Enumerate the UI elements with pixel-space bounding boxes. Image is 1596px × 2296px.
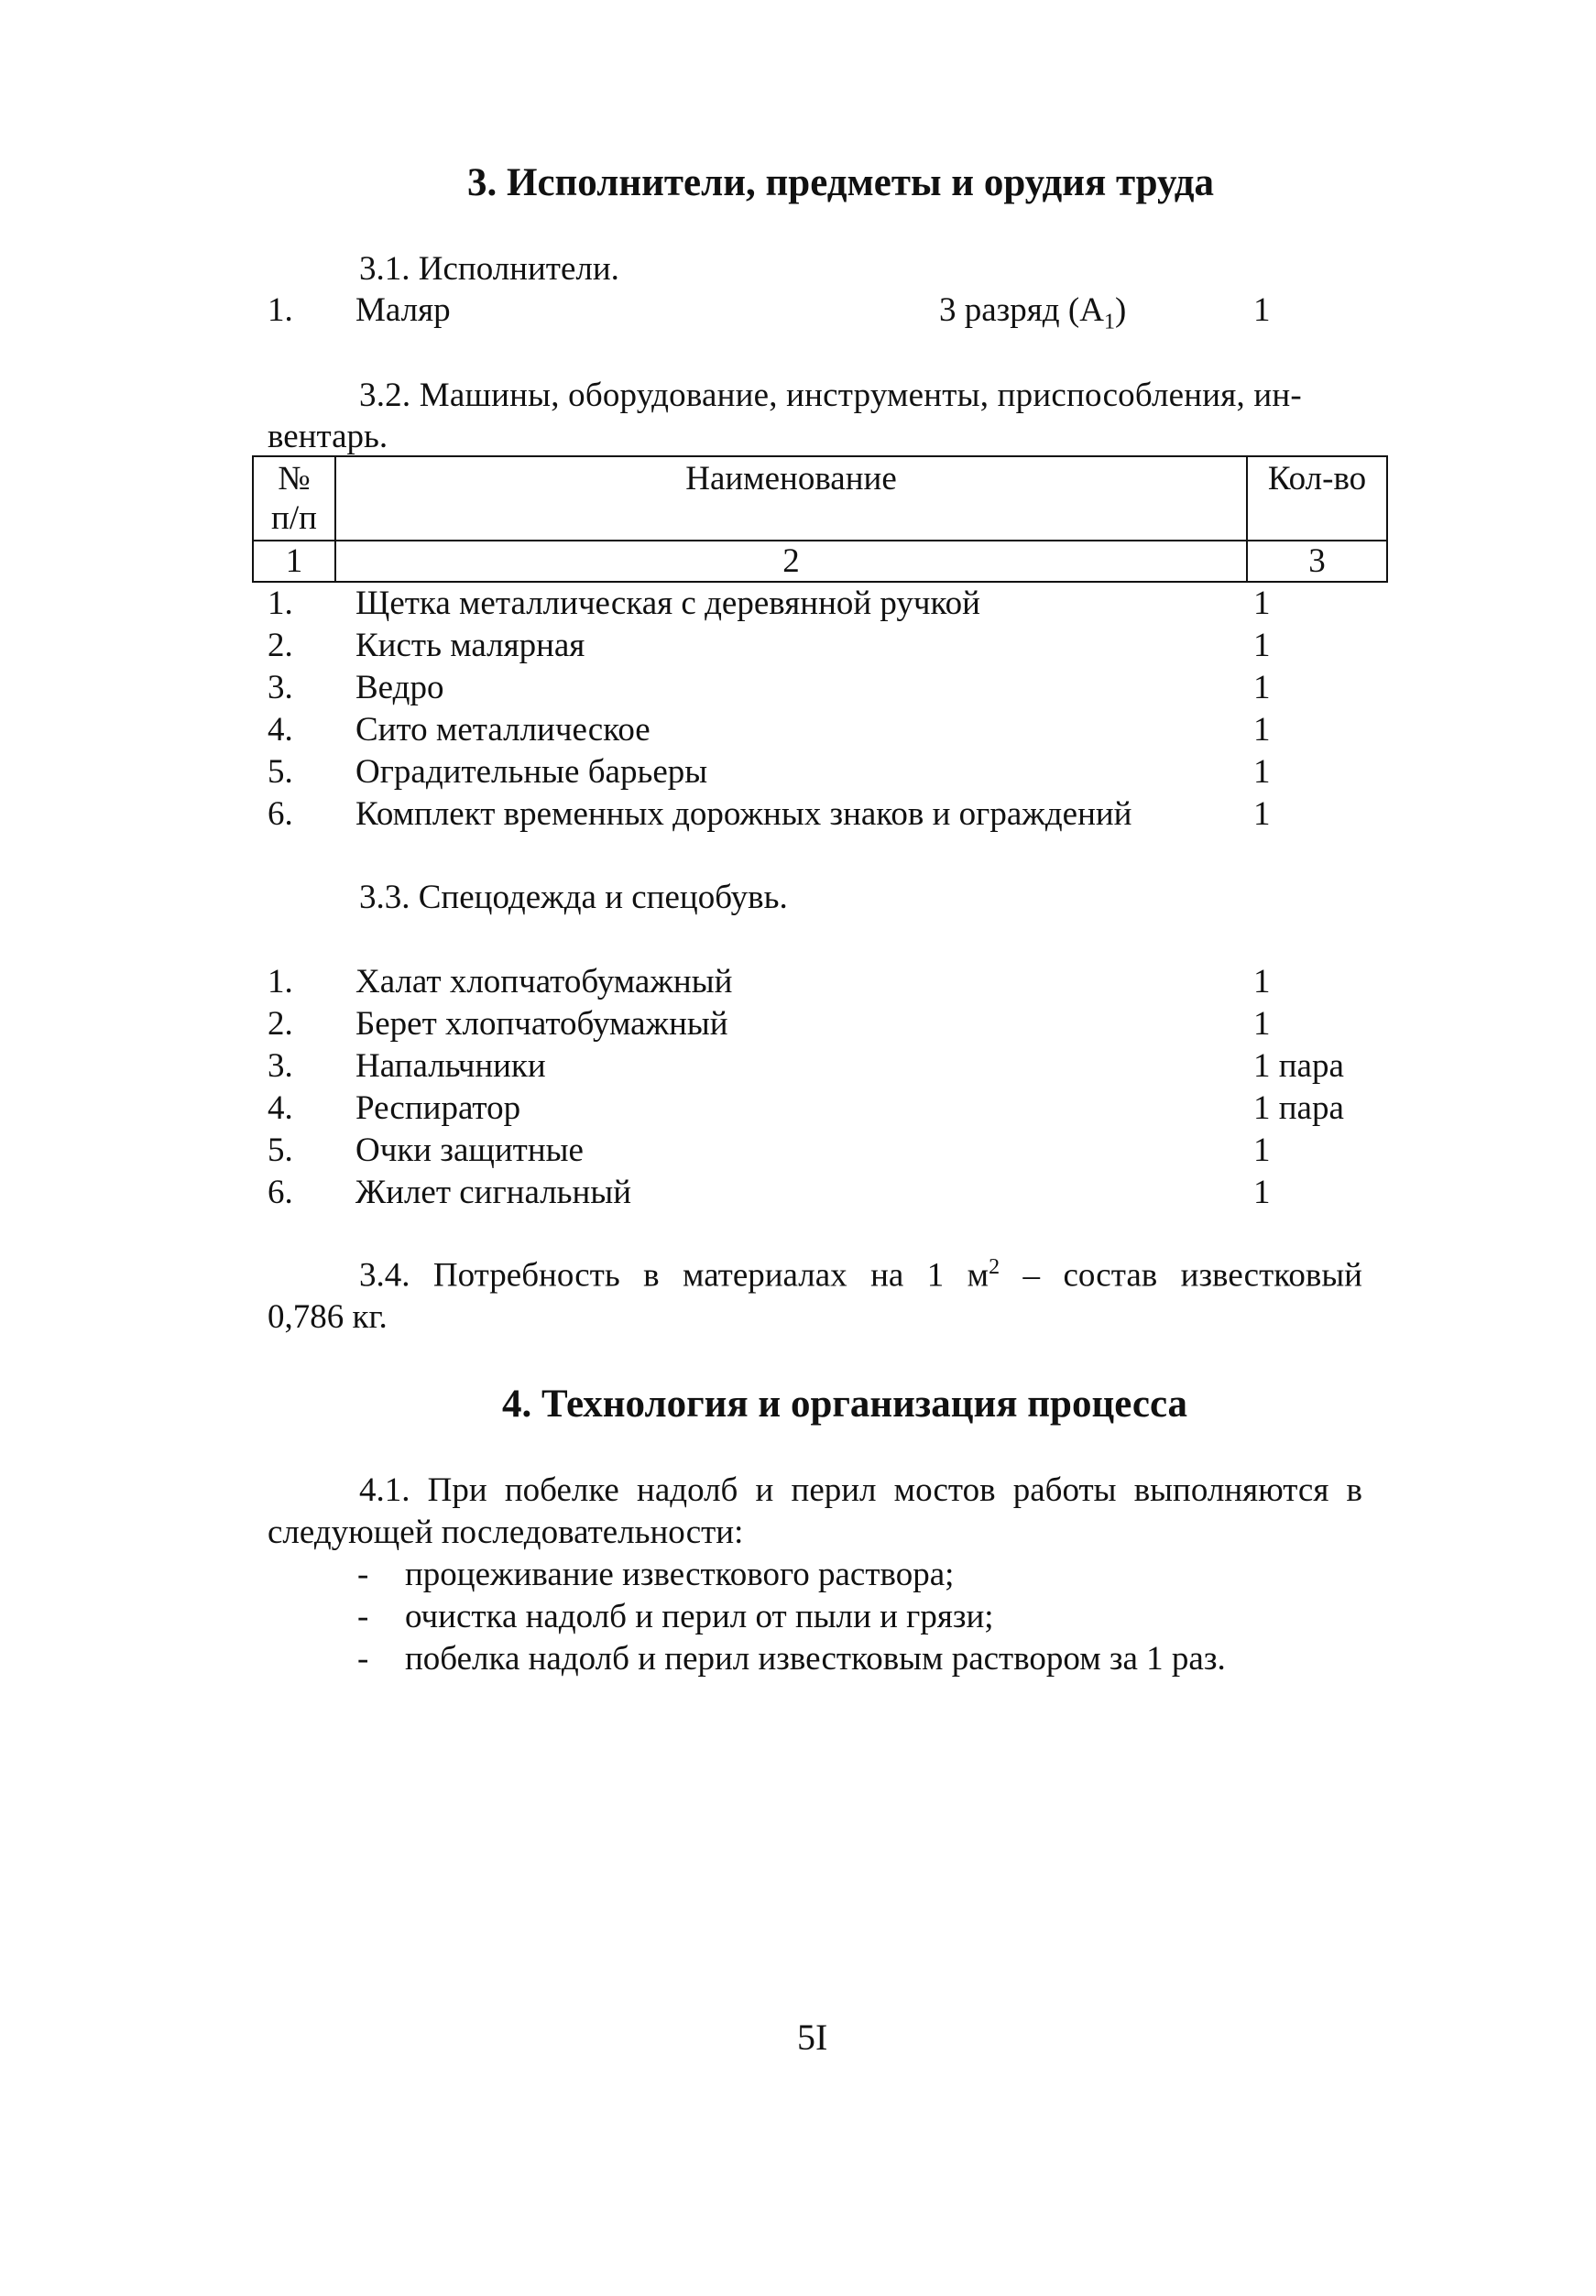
header-num-line2: п/п xyxy=(271,499,317,537)
item-qty: 1 пара xyxy=(1253,1047,1344,1085)
item-num: 4. xyxy=(268,1089,293,1127)
worker-name: Маляр xyxy=(355,291,451,329)
bullet-mark: - xyxy=(357,1556,369,1593)
item-qty: 1 xyxy=(1253,795,1271,833)
item-name: Берет хлопчатобумажный xyxy=(355,1005,728,1043)
worker-grade-close: ) xyxy=(1114,291,1127,329)
item-name: Комплект временных дорожных знаков и ограждений xyxy=(355,795,1132,833)
bullet-text: процеживание известкового раствора; xyxy=(405,1556,955,1593)
s34-text-b: – состав известковый xyxy=(1000,1256,1362,1295)
bullet-mark: - xyxy=(357,1598,369,1635)
item-num: 2. xyxy=(268,1005,293,1043)
item-qty: 1 xyxy=(1253,669,1271,706)
section4-title: 4. Технология и организация процесса xyxy=(502,1383,1188,1426)
item-num: 2. xyxy=(268,627,293,664)
s34-line1 xyxy=(359,1255,1362,1295)
item-num: 1. xyxy=(268,963,293,1000)
s31-heading: 3.1. Исполнители. xyxy=(359,250,619,288)
worker-grade xyxy=(939,290,1126,334)
item-name: Халат хлопчатобумажный xyxy=(355,963,733,1000)
item-qty: 1 пара xyxy=(1253,1089,1344,1127)
s32-heading-line2: вентарь. xyxy=(268,418,388,455)
equipment-table-header xyxy=(252,455,1388,583)
item-num: 5. xyxy=(268,1132,293,1169)
worker-qty: 1 xyxy=(1253,291,1271,329)
header-name-cell: Наименование xyxy=(335,456,1247,541)
p41-line2: следующей последовательности: xyxy=(268,1514,744,1551)
item-name: Щетка металлическая с деревянной ручкой xyxy=(355,585,980,622)
item-name: Кисть малярная xyxy=(355,627,585,664)
item-num: 3. xyxy=(268,669,293,706)
header-num-cell xyxy=(253,456,335,541)
bullet-mark: - xyxy=(357,1640,369,1678)
bullet-text: очистка надолб и перил от пыли и грязи; xyxy=(405,1598,994,1635)
bullet-text: побелка надолб и перил известковым раствором за 1 раз. xyxy=(405,1640,1226,1678)
s34-text-a: 3.4. Потребность в материалах на 1 м xyxy=(359,1256,989,1295)
s33-heading: 3.3. Спецодежда и спецобувь. xyxy=(359,879,788,916)
s34-line2: 0,786 кг. xyxy=(268,1298,388,1336)
s32-heading-line1: 3.2. Машины, оборудование, инструменты, приспособления, ин- xyxy=(359,377,1302,414)
item-qty: 1 xyxy=(1253,753,1271,791)
item-num: 4. xyxy=(268,711,293,749)
item-qty: 1 xyxy=(1253,963,1271,1000)
item-name: Очки защитные xyxy=(355,1132,584,1169)
worker-num: 1. xyxy=(268,291,293,329)
s34-superscript: 2 xyxy=(989,1255,1000,1279)
table-colnum-row xyxy=(253,541,1387,582)
p41-line1: 4.1. При побелке надолб и перил мостов работы выполняются в xyxy=(359,1471,1362,1509)
item-name: Оградительные барьеры xyxy=(355,753,708,791)
item-name: Ведро xyxy=(355,669,444,706)
item-num: 3. xyxy=(268,1047,293,1085)
item-qty: 1 xyxy=(1253,627,1271,664)
item-qty: 1 xyxy=(1253,1174,1271,1211)
section3-title: 3. Исполнители, предметы и орудия труда xyxy=(467,161,1215,204)
table-header-row xyxy=(253,456,1387,541)
item-qty: 1 xyxy=(1253,1132,1271,1169)
worker-grade-sub: 1 xyxy=(1103,310,1115,334)
item-num: 6. xyxy=(268,1174,293,1211)
header-num-line1: № xyxy=(278,460,311,497)
header-qty-cell: Кол-во xyxy=(1247,456,1387,541)
item-num: 1. xyxy=(268,585,293,622)
item-name: Жилет сигнальный xyxy=(355,1174,632,1211)
item-name: Респиратор xyxy=(355,1089,521,1127)
item-num: 5. xyxy=(268,753,293,791)
item-num: 6. xyxy=(268,795,293,833)
item-qty: 1 xyxy=(1253,1005,1271,1043)
colnum-1: 1 xyxy=(253,541,335,582)
item-name: Напальчники xyxy=(355,1047,546,1085)
colnum-2: 2 xyxy=(335,541,1247,582)
item-qty: 1 xyxy=(1253,585,1271,622)
colnum-3: 3 xyxy=(1247,541,1387,582)
worker-grade-text: 3 разряд (А xyxy=(939,291,1104,329)
page-number: 5I xyxy=(797,2017,828,2058)
item-name: Сито металлическое xyxy=(355,711,650,749)
item-qty: 1 xyxy=(1253,711,1271,749)
